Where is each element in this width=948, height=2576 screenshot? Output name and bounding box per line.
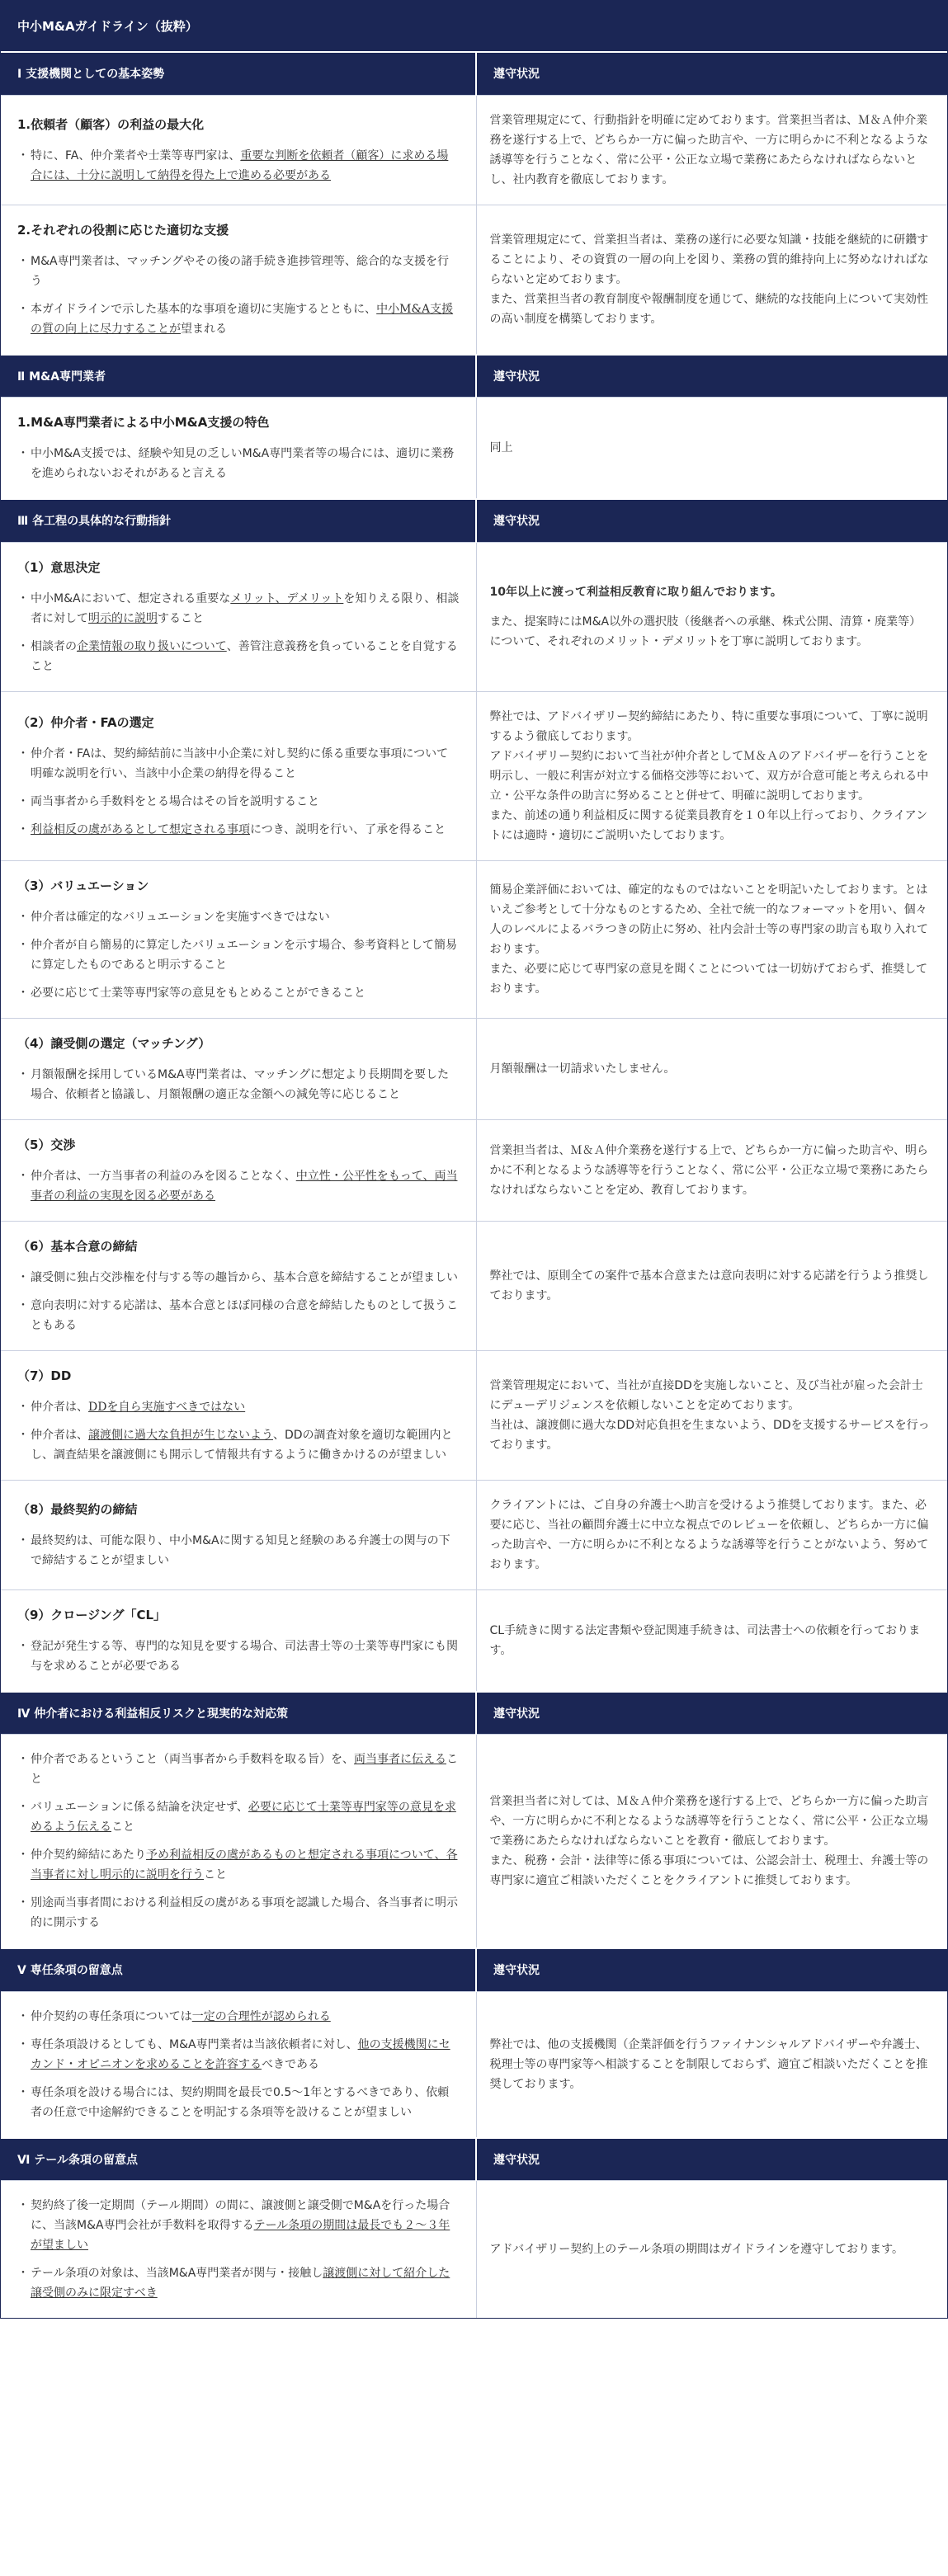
underlined-text: 一定の合理性が認められる (191, 2009, 331, 2023)
bullet-text: 契約終了後一定期間（テール期間）の間に、譲渡側と譲受側でM&Aを行った場合に、当該M&A専門会社が手数料を取得する (31, 2199, 450, 2232)
item-title: （3）バリュエーション (17, 878, 149, 893)
bullet-item (17, 820, 460, 840)
bullet-text: 相談者の (31, 639, 77, 653)
status-text: また、提案時にはM&A以外の選択肢（後継者への承継、株式公開、清算・廃業等）について、それぞれのメリット・デメリットを丁寧に説明しております。 (489, 615, 922, 648)
underlined-text: 企業情報の取り扱いについて (77, 639, 227, 653)
guideline-row (1, 1119, 947, 1221)
bullet-text: 必要に応じて士業等専門家等の意見をもとめることができること (31, 986, 366, 1000)
guideline-cell (1, 1735, 476, 1949)
guideline-bullets (17, 744, 460, 840)
bullet-item (17, 1166, 460, 1206)
bullet-text: 登記が発生する等、専門的な知見を要する場合、司法書士等の士業等専門家にも関与を求めることが必要である (31, 1639, 458, 1673)
status-text: また、必要に応じて専門家の意見を聞くことについては一切妨げておらず、推奨しております。 (489, 962, 928, 996)
bullet-text: すること (158, 611, 204, 625)
status-text: 弊社では、原則全ての案件で基本合意または意向表明に対する応諾を行うよう推奨しております。 (489, 1269, 929, 1302)
compliance-status-cell (476, 95, 947, 205)
bullet-text: 、DDの調査対象を適切な範囲内とし、調査結果を譲渡側にも開示して情報共有するように働きかけるのが望ましい (31, 1428, 453, 1462)
guideline-cell (1, 1018, 476, 1119)
status-text: また、前述の通り利益相反に関する従業員教育を１０年以上行っており、クライアントには適時・適切にご説明いたしております。 (489, 808, 928, 842)
bullet-text: 仲介契約締結にあたり (31, 1848, 146, 1862)
section-header-row (1, 499, 947, 542)
bullet-item (17, 637, 460, 676)
guideline-cell (1, 860, 476, 1018)
bullet-text: 仲介者であるということ（両当事者から手数料を取る旨）を、 (31, 1753, 354, 1766)
guideline-cell (1, 205, 476, 355)
underlined-text: 予め利益相反の虞があるものと想定される事項について、各当事者に対し明示的に説明を行う (31, 1848, 458, 1881)
bullet-item (17, 1397, 460, 1417)
compliance-status-cell (476, 1119, 947, 1221)
bullet-item (17, 1531, 460, 1571)
guideline-row (1, 1018, 947, 1119)
item-title: （9）クロージング「CL」 (17, 1607, 167, 1622)
guideline-cell (1, 1991, 476, 2138)
guideline-row (1, 95, 947, 205)
bullet-item (17, 935, 460, 975)
bullet-item (17, 792, 460, 812)
bullet-item (17, 589, 460, 629)
bullet-text: 別途両当事者間における利益相反の虞がある事項を認識した場合、各当事者に明示的に開示する (31, 1896, 458, 1929)
status-text: 営業担当者に対しては、Ｍ＆Ａ仲介業務を遂行する上で、どちらか一方に偏った助言や、一方に明らかに不利となるような誘導等を行うことなく、常に公平・公正な立場で業務にあたらなければならないことを教育・徹底しております。 (489, 1795, 929, 1848)
guideline-row (1, 691, 947, 860)
guideline-cell (1, 95, 476, 205)
section-heading: Ⅴ 専任条項の留意点 (1, 1948, 476, 1991)
bullet-item (17, 1797, 460, 1837)
bullet-item (17, 907, 460, 927)
bullet-text: 仲介者・FAは、契約締結前に当該中小企業に対し契約に係る重要な事項について明確な説明を行い、当該中小企業の納得を得ること (31, 746, 449, 780)
guideline-table (1, 1, 947, 2318)
guideline-cell (1, 1480, 476, 1589)
bullet-text: 両当事者から手数料をとる場合はその旨を説明すること (31, 794, 319, 808)
underlined-text: テール条項の期間は最長でも２～３年が望ましい (31, 2219, 450, 2252)
guideline-bullets (17, 1268, 460, 1335)
bullet-text: を知りえる限り、相談者に対して (31, 591, 460, 625)
compliance-status-cell (476, 1350, 947, 1480)
bullet-item (17, 1845, 460, 1885)
bullet-text: 仲介者は、 (31, 1400, 88, 1414)
document-title-row (1, 1, 947, 52)
underlined-text: 中立性・公平性をもって、両当事者の利益の実現を図る必要がある (31, 1169, 458, 1203)
section-header-row (1, 2138, 947, 2181)
bullet-text: バリュエーションに係る結論を決定せず、 (31, 1801, 248, 1814)
bullet-text: 中小M&A支援では、経験や知見の乏しいM&A専門業者等の場合には、適切に業務を進められないおそれがあると言える (31, 447, 455, 480)
bullet-text: 最終契約は、可能な限り、中小M&Aに関する知見と経験のある弁護士の関与の下で締結することが望ましい (31, 1533, 450, 1567)
bullet-text: 、善管注意義務を負っていることを自覚すること (31, 639, 458, 673)
bullet-text: 専任条項を設ける場合には、契約期間を最長で0.5～1年とするべきであり、依頼者の任意で中途解約できることを明記する条項等を設けることが望ましい (31, 2085, 450, 2119)
bullet-text: 特に、FA、仲介業者や士業等専門家は、 (31, 148, 241, 162)
status-column-header: 遵守状況 (476, 499, 947, 542)
bullet-text: 譲受側に独占交渉権を付与する等の趣旨から、基本合意を締結することが望ましい (31, 1270, 458, 1284)
bullet-item (17, 1268, 460, 1288)
bullet-item (17, 1750, 460, 1789)
status-text: アドバイザリー契約上のテール条項の期間はガイドラインを遵守しております。 (489, 2243, 903, 2256)
guideline-row (1, 860, 947, 1018)
guideline-row (1, 398, 947, 500)
bullet-text: につき、説明を行い、了承を得ること (250, 822, 446, 836)
compliance-status-cell (476, 1018, 947, 1119)
bullet-item (17, 744, 460, 784)
underlined-text: 明示的に説明 (88, 611, 158, 625)
guideline-cell (1, 691, 476, 860)
status-text: 同上 (489, 441, 513, 454)
guideline-cell (1, 398, 476, 500)
bullet-text: 仲介契約の専任条項については (31, 2009, 192, 2023)
compliance-status-cell (476, 1480, 947, 1589)
bullet-item (17, 1893, 460, 1933)
underlined-text: 必要に応じて士業等専門家等の意見を求めるよう伝える (31, 1801, 456, 1834)
bullet-text: 意向表明に対する応諾は、基本合意とほぼ同様の合意を締結したものとして扱うこともある (31, 1298, 458, 1332)
underlined-text: 譲渡側に対して紹介した譲受側のみに限定すべき (31, 2267, 450, 2300)
bullet-item (17, 2196, 460, 2255)
item-title: 2.それぞれの役割に応じた適切な支援 (17, 222, 229, 238)
guideline-cell (1, 1119, 476, 1221)
status-column-header: 遵守状況 (476, 1692, 947, 1735)
guideline-bullets (17, 2007, 460, 2122)
item-title: （2）仲介者・FAの選定 (17, 714, 154, 730)
bullet-text: 月額報酬を採用しているM&A専門業者は、マッチングに想定より長期間を要した場合、依頼者と協議し、月額報酬の適正な金額への減免等に応じること (31, 1067, 450, 1101)
bullet-text: 仲介者が自ら簡易的に算定したバリュエーションを示す場合、参考資料として簡易に算定したものであると明示すること (31, 938, 458, 972)
bullet-text: 仲介者は、一方当事者の利益のみを図ることなく、 (31, 1169, 296, 1183)
bullet-text: こと (204, 1868, 227, 1881)
compliance-status-cell (476, 1589, 947, 1692)
status-text: また、税務・会計・法律等に係る事項については、公認会計士、税理士、弁護士等の専門家に適宜ご相談いただくことをクライアントに推奨しております。 (489, 1854, 929, 1887)
item-title: （1）意思決定 (17, 559, 101, 575)
compliance-status-cell (476, 542, 947, 691)
compliance-status-cell (476, 1221, 947, 1350)
bullet-text: 本ガイドラインで示した基本的な事項を適切に実施するとともに、 (31, 302, 377, 316)
status-column-header: 遵守状況 (476, 52, 947, 95)
compliance-status-cell (476, 1735, 947, 1949)
bullet-item (17, 1065, 460, 1104)
underlined-text: 重要な判断を依頼者（顧客）に求める場合には、十分に説明して納得を得た上で進める必要がある (31, 148, 449, 182)
section-heading: Ⅳ 仲介者における利益相反リスクと現実的な対応策 (1, 1692, 476, 1735)
guideline-cell (1, 542, 476, 691)
status-text: 簡易企業評価においては、確定的なものではないことを明記いたしております。とはいえご参考として十分なものとするため、全社で統一的なフォーマットを用い、個々人のレベルによるバラつきの防止に努め、社内会計士等の専門家の助言も取り入れております。 (489, 883, 928, 956)
guideline-bullets (17, 1397, 460, 1465)
guideline-row (1, 1589, 947, 1692)
item-title: （6）基本合意の締結 (17, 1238, 138, 1254)
bullet-item (17, 2083, 460, 2122)
guideline-bullets (17, 1636, 460, 1676)
status-lead-text: 10年以上に渡って利益相反教育に取り組んでおります。 (489, 585, 782, 599)
underlined-text: 中小M&A支援の質の向上に尽力することが (31, 302, 454, 336)
underlined-text: 譲渡側に過大な負担が生じないよう (88, 1428, 273, 1442)
status-text: アドバイザリー契約において当社が仲介者としてＭ＆Ａのアドバイザーを行うことを明示し、一般に利害が対立する価格交渉等において、双方が合意可能と考えられる中立・公平な条件の助言に努めることと併せて、明確に説明しております。 (489, 749, 929, 803)
bullet-text: 中小M&Aにおいて、想定される重要な (31, 591, 231, 605)
item-title: 1.M&A専門業者による中小M&A支援の特色 (17, 415, 270, 430)
underlined-text: 他の支援機関にセカンド・オピニオンを求めることを許容する (31, 2037, 450, 2071)
bullet-text: こと (111, 1820, 134, 1834)
bullet-item (17, 1636, 460, 1676)
status-text: 営業担当者は、Ｍ＆Ａ仲介業務を遂行する上で、どちらか一方に偏った助言や、明らかに不利となるような誘導等を行うことなく、常に公平・公正な立場で業務にあたらなければならないことを定め、教育しております。 (489, 1143, 929, 1197)
bullet-item (17, 444, 460, 483)
guideline-bullets (17, 252, 460, 339)
item-title: （4）譲受側の選定（マッチング） (17, 1035, 211, 1051)
guideline-cell (1, 1589, 476, 1692)
guideline-bullets (17, 1531, 460, 1571)
guideline-bullets (17, 589, 460, 676)
status-text: クライアントには、ご自身の弁護士へ助言を受けるよう推奨しております。また、必要に応じ、当社の顧問弁護士に中立な視点でのレビューを依頼し、どちらか一方に偏った助言や、一方に明らかに不利となるような誘導等を行うことがないよう、努めております。 (489, 1498, 929, 1571)
guideline-bullets (17, 146, 460, 186)
compliance-status-cell (476, 205, 947, 355)
guideline-row (1, 1221, 947, 1350)
bullet-item (17, 1425, 460, 1465)
guideline-row (1, 1735, 947, 1949)
status-text: CL手続きに関する法定書類や登記関連手続きは、司法書士への依頼を行っております。 (489, 1623, 921, 1657)
item-title: （5）交渉 (17, 1137, 76, 1152)
guideline-bullets (17, 1750, 460, 1933)
bullet-text: M&A専門業者は、マッチングやその後の諸手続き進捗管理等、総合的な支援を行う (31, 254, 450, 288)
status-column-header: 遵守状況 (476, 1948, 947, 1991)
guideline-bullets (17, 2196, 460, 2303)
status-text: 営業管理規定にて、行動指針を明確に定めております。営業担当者は、Ｍ＆Ａ仲介業務を遂行する上で、どちらか一方に偏った助言や、一方に明らかに不利となるような誘導等を行うことなく、常に公平・公正な立場で業務にあたらなければならないとし、社内教育を徹底しております。 (489, 113, 928, 186)
compliance-status-cell (476, 860, 947, 1018)
section-heading: Ⅲ 各工程の具体的な行動指針 (1, 499, 476, 542)
guideline-bullets (17, 444, 460, 483)
section-header-row (1, 355, 947, 398)
status-text: 弊社では、アドバイザリー契約締結にあたり、特に重要な事項について、丁寧に説明するよう徹底しております。 (489, 709, 928, 743)
bullet-text: テール条項の対象は、当該M&A専門業者が関与・接触し (31, 2267, 323, 2280)
status-text: 月額報酬は一切請求いたしません。 (489, 1062, 676, 1076)
status-column-header: 遵守状況 (476, 2138, 947, 2181)
status-text: 弊社では、他の支援機関（企業評価を行うファイナンシャルアドバイザーや弁護士、税理士等の専門家等へ相談することを制限しておらず、適宜ご相談いただくことを推奨しております。 (489, 2037, 928, 2091)
bullet-item (17, 252, 460, 291)
section-heading: Ⅵ テール条項の留意点 (1, 2138, 476, 2181)
bullet-item (17, 1296, 460, 1335)
section-header-row (1, 52, 947, 95)
guideline-row (1, 2181, 947, 2319)
bullet-item (17, 299, 460, 339)
status-text: 当社は、譲渡側に過大なDD対応負担を生まないよう、DDを支援するサービスを行っております。 (489, 1418, 930, 1452)
underlined-text: 利益相反の虞があるとして想定される事項 (31, 822, 250, 836)
guideline-cell (1, 1350, 476, 1480)
section-header-row (1, 1948, 947, 1991)
bullet-text: べきである (262, 2057, 319, 2071)
bullet-text: こと (31, 1753, 458, 1786)
guideline-cell (1, 1221, 476, 1350)
guideline-row (1, 1480, 947, 1589)
compliance-status-cell (476, 1991, 947, 2138)
bullet-text: 仲介者は、 (31, 1428, 88, 1442)
bullet-text: 仲介者は確定的なバリュエーションを実施すべきではない (31, 910, 330, 924)
status-text: 営業管理規定において、当社が直接DDを実施しないこと、及び当社が雇った会計士にデューデリジェンスを依頼しないことを定めております。 (489, 1378, 923, 1412)
status-text: 営業管理規定にて、営業担当者は、業務の遂行に必要な知識・技能を継続的に研鑽することにより、その資質の一層の向上を図り、業務の質的維持向上に努めなければならないと定めております。 (489, 233, 929, 286)
compliance-status-cell (476, 2181, 947, 2319)
item-title: 1.依頼者（顧客）の利益の最大化 (17, 116, 205, 132)
section-header-row (1, 1692, 947, 1735)
compliance-status-cell (476, 691, 947, 860)
guideline-cell (1, 2181, 476, 2319)
bullet-item (17, 983, 460, 1003)
guideline-row (1, 205, 947, 355)
status-text: また、営業担当者の教育制度や報酬制度を通じて、継続的な技能向上について実効性の高い制度を構築しております。 (489, 292, 928, 326)
bullet-text: 専任条項設けるとしても、M&A専門業者は当該依頼者に対し、 (31, 2037, 358, 2051)
underlined-text: DDを自ら実施すべきではない (88, 1400, 246, 1414)
compliance-status-cell (476, 398, 947, 500)
section-heading: Ⅰ 支援機関としての基本姿勢 (1, 52, 476, 95)
document-title: 中小M&Aガイドライン（抜粋） (1, 1, 947, 52)
bullet-text: 望まれる (181, 322, 227, 336)
underlined-text: メリット、デメリット (230, 591, 344, 605)
bullet-item (17, 2035, 460, 2074)
section-heading: Ⅱ M&A専門業者 (1, 355, 476, 398)
guideline-row (1, 542, 947, 691)
guideline-row (1, 1350, 947, 1480)
bullet-item (17, 146, 460, 186)
bullet-item (17, 2007, 460, 2027)
item-title: （7）DD (17, 1368, 72, 1383)
guideline-row (1, 1991, 947, 2138)
guideline-bullets (17, 1166, 460, 1206)
item-title: （8）最終契約の締結 (17, 1501, 138, 1517)
status-column-header: 遵守状況 (476, 355, 947, 398)
guideline-bullets (17, 1065, 460, 1104)
bullet-item (17, 2263, 460, 2303)
underlined-text: 両当事者に伝える (354, 1753, 446, 1766)
guideline-bullets (17, 907, 460, 1003)
